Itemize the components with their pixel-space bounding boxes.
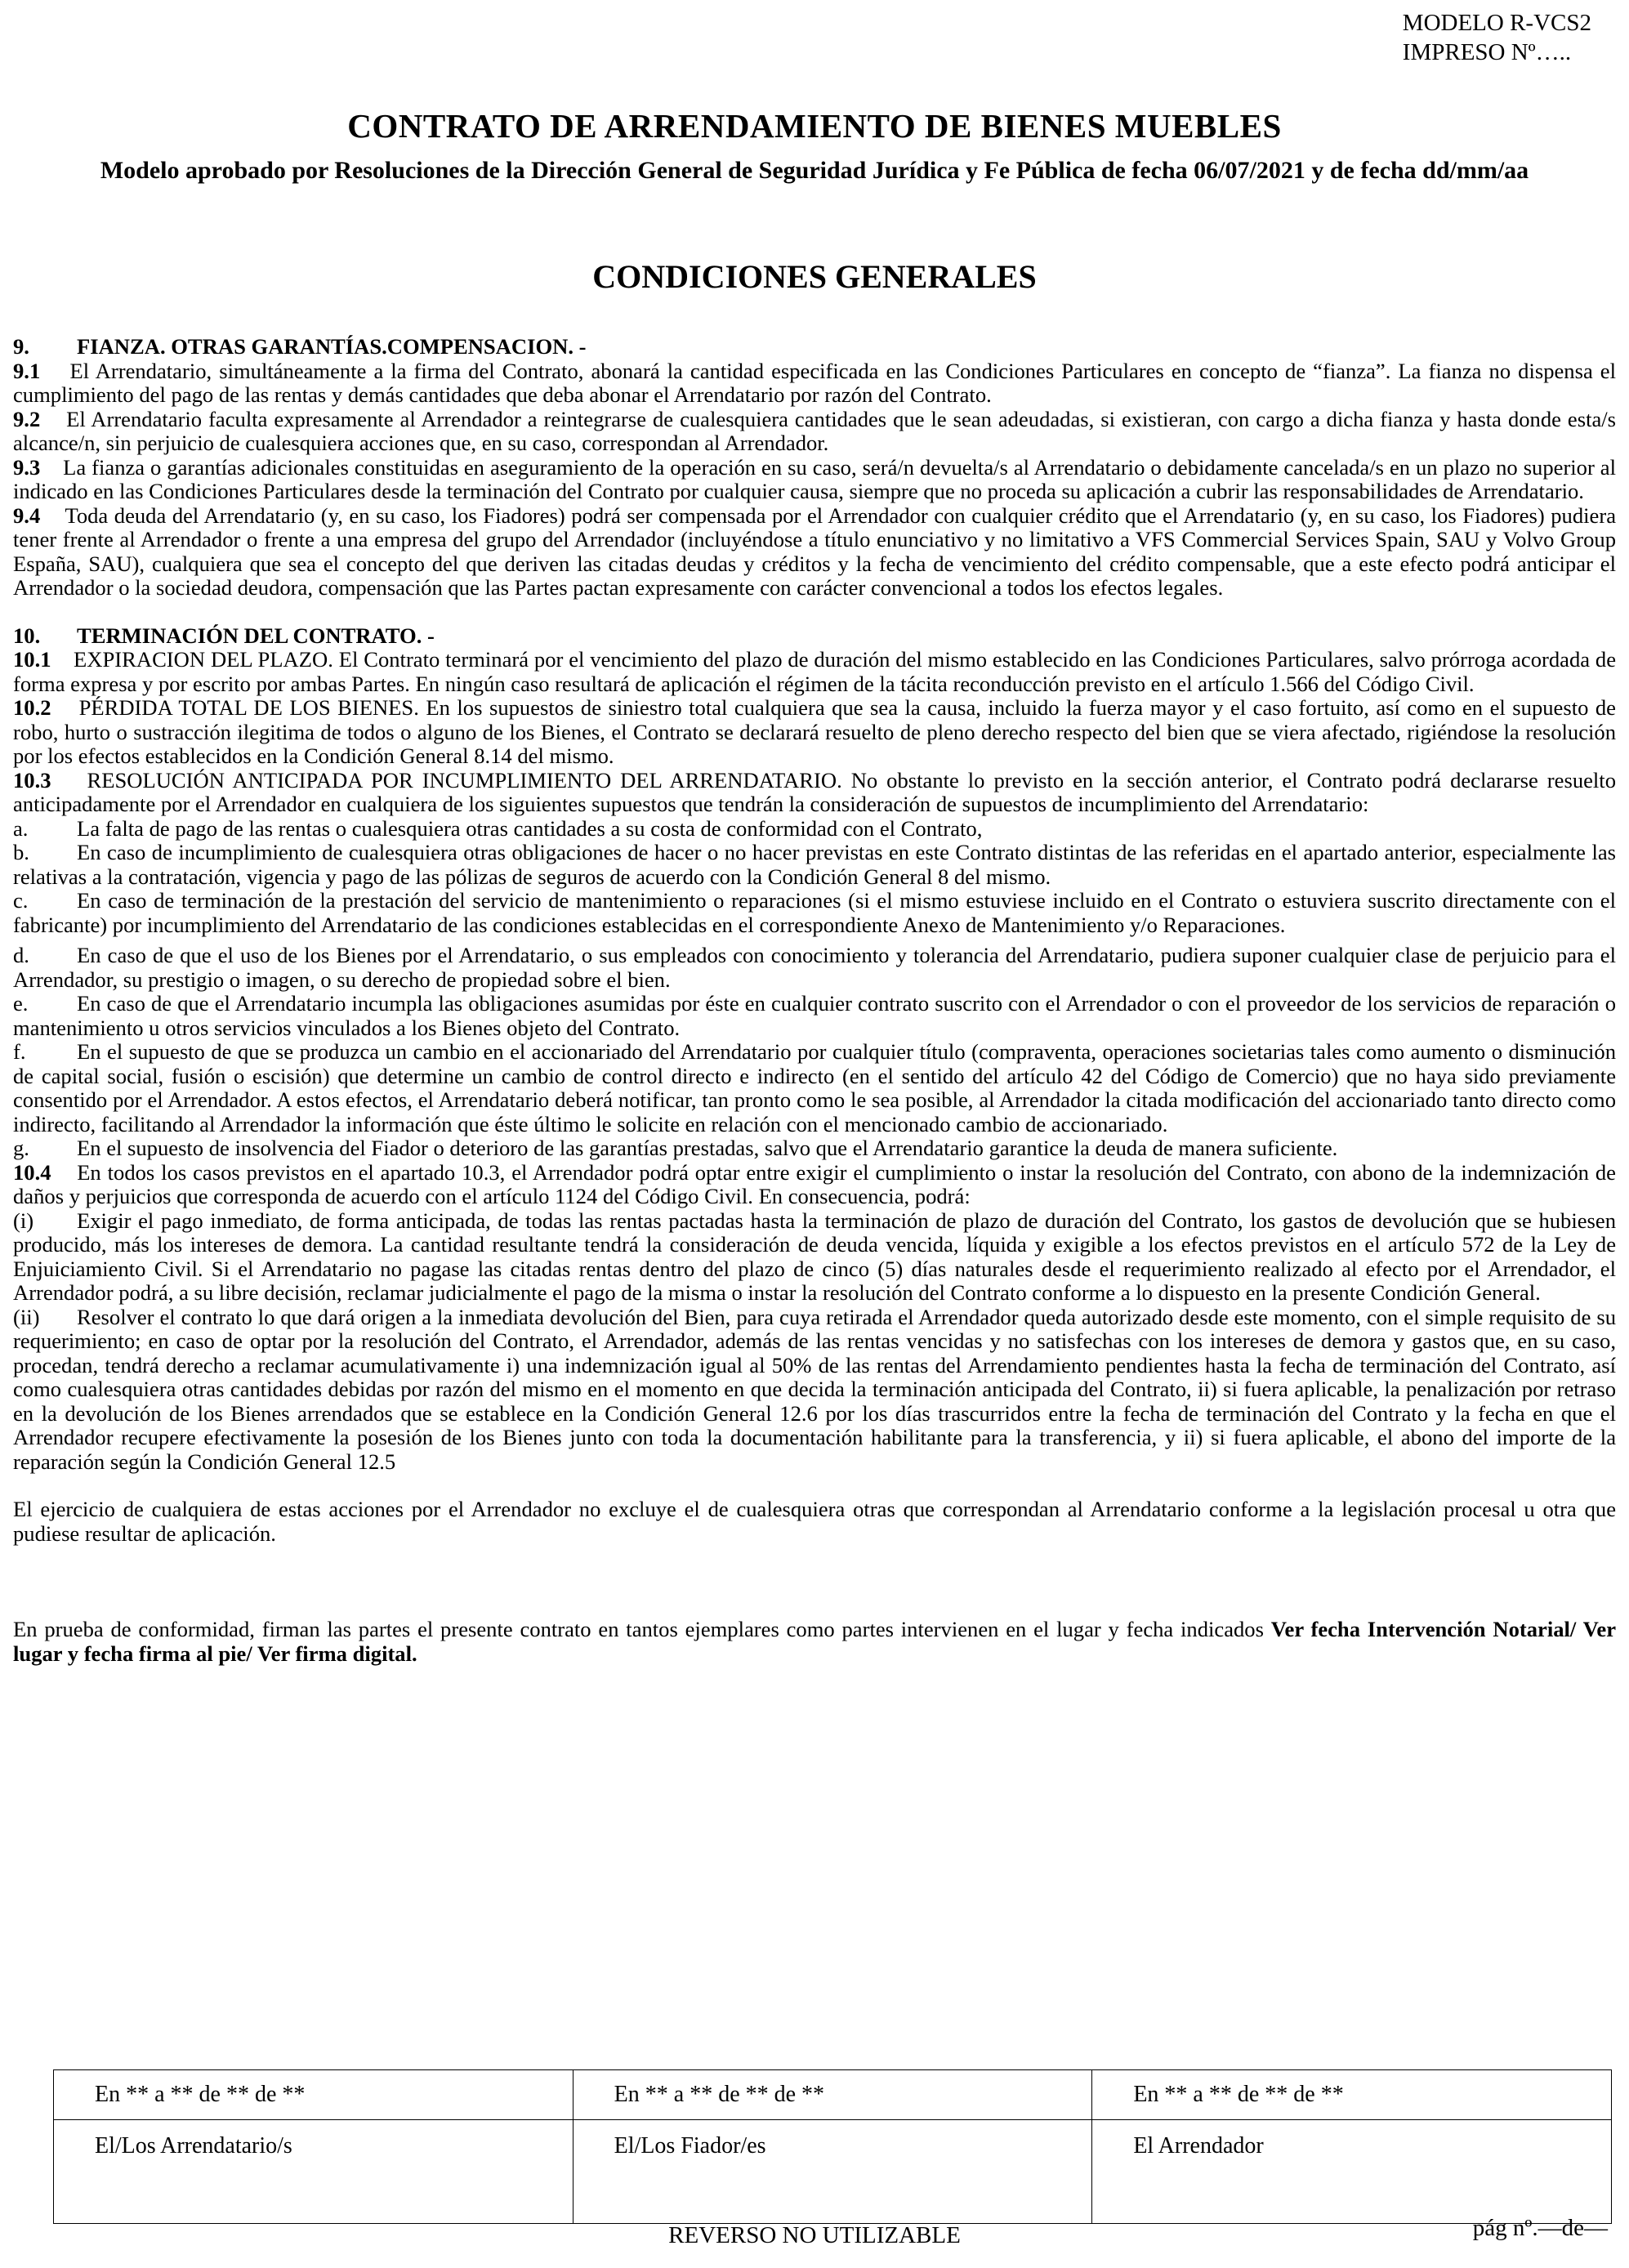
closing-paragraph: El ejercicio de cualquiera de estas acciones por el Arrendador no excluye el de cualesquiera otras que correspondan al Arrendatario conforme a la legislación procesal u otra que pudiese resultar de aplicación.: [13, 1497, 1616, 1546]
list-item: d. En caso de que el uso de los Bienes por el Arrendatario, o sus empleados con conocimiento y tolerancia del Arrendatario, pudiera suponer cualquier clase de perjuicio para el Arrendador, su prestigio o imagen, o su derecho de propiedad sobre el bien.: [13, 943, 1616, 992]
list-item: c. En caso de terminación de la prestación del servicio de mantenimiento o reparaciones (si el mismo estuviese incluido en el Contrato o estuviera suscrito directamente con el fabricante) por incumplimiento del Arrendatario de las condiciones establecidas en el correspondiente Anexo de Mantenimiento y/o Reparaciones.: [13, 888, 1616, 937]
signature-table: [53, 2069, 1612, 2224]
signature-cell-arrendador: El Arrendador: [1092, 2120, 1612, 2224]
model-code: MODELO R-VCS2: [1402, 10, 1591, 36]
list-item: (i) Exigir el pago inmediato, de forma anticipada, de todas las rentas pactadas hasta la terminación de plazo de duración del Contrato, los gastos de devolución que se hubiesen producido, más los intereses de demora. La cantidad resultante tendrá la consideración de deuda vencida, líquida y exigible a los efectos previstos en el artículo 572 de la Ley de Enjuiciamiento Civil. Si el Arrendatario no pagase las citadas rentas dentro del plazo de cinco (5) días naturales desde el requerimiento realizado al efecto por el Arrendador, el Arrendador podrá, a su libre decisión, reclamar judicialmente el pago de la misma o instar la resolución del Contrato conforme a lo dispuesto en la presente Condición General.: [13, 1208, 1616, 1305]
clause-10-4: 10.4 En todos los casos previstos en el apartado 10.3, el Arrendador podrá optar entre exigir el cumplimiento o instar la resolución del Contrato, con abono de la indemnización de daños y perjuicios que corresponda de acuerdo con el artículo 1124 del Código Civil. En consecuencia, podrá:: [13, 1159, 1616, 1208]
page-number: pág nº.—de—: [1472, 2215, 1608, 2241]
clause-9-2: 9.2 El Arrendatario faculta expresamente al Arrendador a reintegrarse de cualesquiera cantidades que le sean adeudadas, si existieran, con cargo a dicha fianza y hasta donde esta/s alcance/n, sin perjuicio de cualesquiera acciones que, en su caso, correspondan al Arrendador.: [13, 406, 1616, 455]
signature-cell-arrendatario: El/Los Arrendatario/s: [54, 2120, 573, 2224]
clause-10-1: 10.1 EXPIRACION DEL PLAZO. El Contrato terminará por el vencimiento del plazo de duración del mismo establecido en las Condiciones Particulares, salvo prórroga acordada de forma expresa y por escrito por ambas Partes. En ningún caso resultará de aplicación el régimen de la tácita reconducción previsto en el artículo 1.566 del Código Civil.: [13, 647, 1617, 696]
clause-9-4: 9.4 Toda deuda del Arrendatario (y, en su caso, los Fiadores) podrá ser compensada por el Arrendador con cualquier crédito que el Arrendatario (y, en su caso, los Fiadores) pudiera tener frente al Arrendador o frente a una empresa del grupo del Arrendador (incluyéndose a título enunciativo y no limitativo a VFS Commercial Services Spain, SAU y Volvo Group España, SAU), cualquiera que sea el concepto del que deriven las citadas deudas y créditos y la fecha de vencimiento del crédito compensable, que a este efecto podrá anticipar el Arrendador o la sociedad deudora, compensación que las Partes pactan expresamente con carácter convencional a todos los efectos legales.: [13, 502, 1617, 600]
table-cell: En ** a ** de ** de **: [54, 2070, 573, 2120]
table-row: [54, 2120, 1612, 2224]
list-item: a. La falta de pago de las rentas o cualesquiera otras cantidades a su costa de conformidad con el Contrato,: [13, 815, 983, 841]
table-cell: En ** a ** de ** de **: [1092, 2070, 1612, 2120]
section-9-heading: 9. FIANZA. OTRAS GARANTÍAS.COMPENSACION. -: [13, 334, 587, 359]
impreso-number: IMPRESO Nº…..: [1402, 39, 1572, 65]
document-title: CONTRATO DE ARRENDAMIENTO DE BIENES MUEBLES: [347, 107, 1282, 145]
reverse-notice: REVERSO NO UTILIZABLE: [668, 2222, 961, 2248]
clause-10-3: 10.3 RESOLUCIÓN ANTICIPADA POR INCUMPLIMIENTO DEL ARRENDATARIO. No obstante lo previsto en la sección anterior, el Contrato podrá declararse resuelto anticipadamente por el Arrendador en cualquiera de los siguientes supuestos que tendrán la consideración de supuestos de incumplimiento del Arrendatario:: [13, 767, 1616, 816]
section-heading: CONDICIONES GENERALES: [592, 258, 1037, 295]
model-reference: [1403, 8, 1591, 67]
list-item: g. En el supuesto de insolvencia del Fiador o deterioro de las garantías prestadas, salvo que el Arrendatario garantice la deuda de manera suficiente.: [13, 1136, 1338, 1160]
table-cell: En ** a ** de ** de **: [573, 2070, 1092, 2120]
clause-9-1: 9.1 El Arrendatario, simultáneamente a la firma del Contrato, abonará la cantidad especificada en las Condiciones Particulares en concepto de “fianza”. La fianza no dispensa el cumplimiento del pago de las rentas y demás cantidades que deba abonar el Arrendatario por razón del Contrato.: [13, 358, 1616, 407]
clause-10-2: 10.2 PÉRDIDA TOTAL DE LOS BIENES. En los supuestos de siniestro total cualquiera que sea la causa, incluido la fuerza mayor y el caso fortuito, así como en el supuesto de robo, hurto o sustracción ilegitima de todos o alguno de los Bienes, el Contrato se declarará resuelto de pleno derecho respecto del bien que se viera afectado, rigiéndose la resolución por los efectos establecidos en la Condición General 8.14 del mismo.: [13, 695, 1616, 768]
signature-cell-fiador: El/Los Fiador/es: [573, 2120, 1092, 2224]
document-subtitle: Modelo aprobado por Resoluciones de la Dirección General de Seguridad Jurídica y Fe Pública de fecha 06/07/2021 y de fecha dd/mm/aa: [100, 157, 1529, 184]
clause-9-3: 9.3 La fianza o garantías adicionales constituidas en aseguramiento de la operación en su caso, será/n devuelta/s al Arrendatario o debidamente cancelada/s en un plazo no superior al indicado en las Condiciones Particulares desde la terminación del Contrato por cualquier causa, siempre que no proceda su aplicación a cubrir las responsabilidades de Arrendatario.: [13, 454, 1616, 503]
list-item: f. En el supuesto de que se produzca un cambio en el accionariado del Arrendatario por cualquier título (compraventa, operaciones societarias tales como aumento o disminución de capital social, fusión o escisión) que determine un cambio de control directo e indirecto (en el sentido del artículo 42 del Código de Comercio) que no haya sido previamente consentido por el Arrendador. A estos efectos, el Arrendatario deberá notificar, tan pronto como le sea posible, al Arrendador la citada modificación del accionariado tanto directo como indirecto, facilitando al Arrendador la información que éste último le solicite en relación con el mencionado cambio de accionariado.: [13, 1039, 1616, 1136]
document-page: [13, 0, 1616, 2268]
list-item: (ii) Resolver el contrato lo que dará origen a la inmediata devolución del Bien, para cuya retirada el Arrendador queda autorizado desde este momento, con el simple requisito de su requerimiento; en caso de optar por la resolución del Contrato, el Arrendador, además de las rentas vencidas y no satisfechas con los intereses de demora y gastos que, en su caso, procedan, tendrá derecho a reclamar acumulativamente i) una indemnización igual al 50% de las rentas del Arrendamiento pendientes hasta la fecha de terminación del Contrato, así como cualesquiera otras cantidades debidas por razón del mismo en el momento en que decida la terminación anticipada del Contrato, ii) si fuera aplicable, la penalización por retraso en la devolución de los Bienes arrendados que se establece en la Condición General 12.6 por los días trascurridos entre la fecha de terminación del Contrato y la fecha en que el Arrendador recupere efectivamente la posesión de los Bienes junto con toda la documentación habilitante para la transferencia, y ii) si fuera aplicable, el abono del importe de la reparación según la Condición General 12.5: [13, 1304, 1616, 1474]
table-row: [54, 2070, 1612, 2120]
list-item: b. En caso de incumplimiento de cualesquiera otras obligaciones de hacer o no hacer previstas en este Contrato distintas de las referidas en el apartado anterior, especialmente las relativas a la contratación, vigencia y pago de las pólizas de seguros de acuerdo con la Condición General 8 del mismo.: [13, 840, 1616, 889]
document-body: [13, 335, 1616, 1666]
list-item: e. En caso de que el Arrendatario incumpla las obligaciones asumidas por éste en cualquier contrato suscrito con el Arrendador o con el proveedor de los servicios de reparación o mantenimiento u otros servicios vinculados a los Bienes objeto del Contrato.: [13, 991, 1616, 1040]
conformity-paragraph: En prueba de conformidad, firman las partes el presente contrato en tantos ejemplares como partes intervienen en el lugar y fecha indicados Ver fecha Intervención Notarial/ Ver lugar y fecha firma al pie/ Ver firma digital.: [13, 1617, 1617, 1666]
section-10-heading: 10. TERMINACIÓN DEL CONTRATO. -: [13, 623, 435, 648]
